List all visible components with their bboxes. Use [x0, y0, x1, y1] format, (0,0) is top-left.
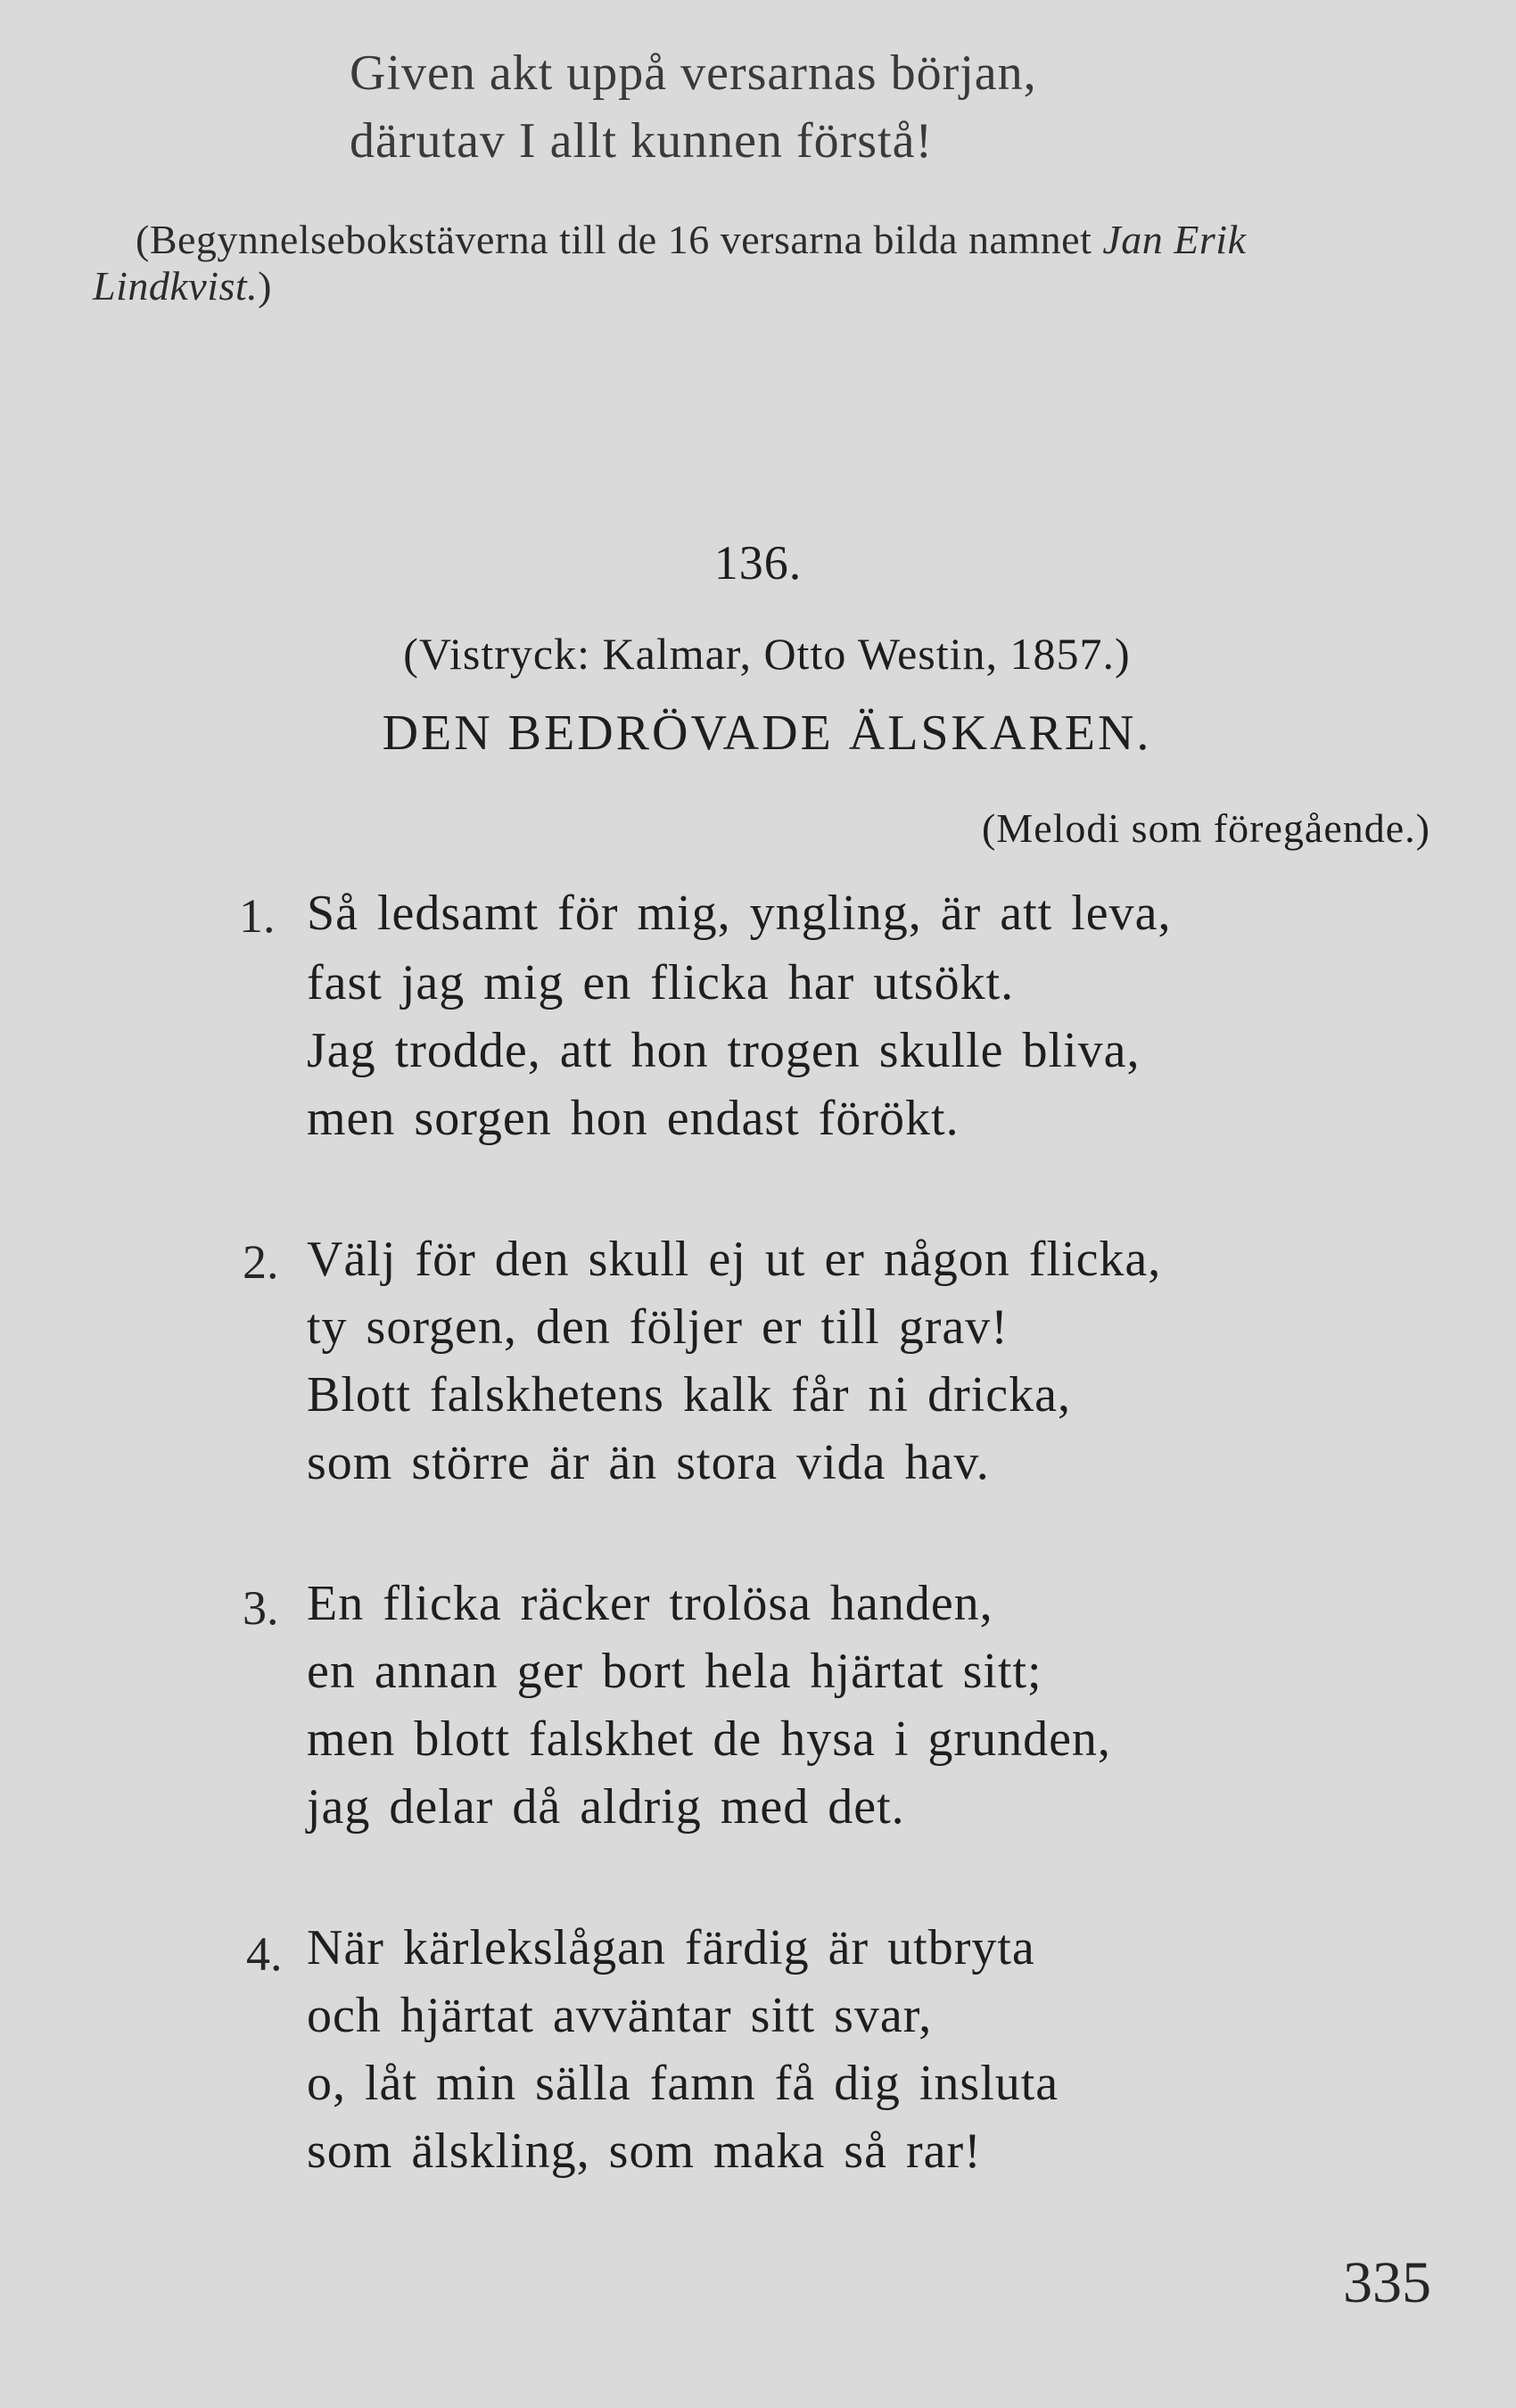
- intro-line-1: Given akt uppå versarnas början,: [350, 45, 1037, 101]
- verse-line: fast jag mig en flicka har utsökt.: [307, 955, 1015, 1010]
- acrostic-note-name-first: Jan Erik: [1102, 217, 1247, 262]
- melody-note: (Melodi som föregående.): [981, 805, 1430, 851]
- acrostic-note-text: (Begynnelsebokstäverna till de 16 versarna bilda namnet: [136, 217, 1092, 262]
- verse-line: Så ledsamt för mig, yngling, är att leva,: [307, 886, 1172, 941]
- verse-line: När kärlekslågan färdig är utbryta: [307, 1920, 1035, 1975]
- verse-line: men blott falskhet de hysa i grunden,: [307, 1711, 1111, 1767]
- acrostic-note-close: ): [258, 263, 272, 309]
- acrostic-note-line-2: [93, 262, 272, 309]
- verse-line: som älskling, som maka så rar!: [307, 2123, 982, 2179]
- verse-line: Välj för den skull ej ut er någon flicka,: [307, 1232, 1162, 1287]
- verse-line: jag delar då aldrig med det.: [307, 1779, 905, 1835]
- acrostic-note-name-last: Lindkvist.: [93, 263, 259, 309]
- verse-line: ty sorgen, den följer er till grav!: [307, 1299, 1009, 1355]
- song-source: (Vistryck: Kalmar, Otto Westin, 1857.): [403, 629, 1131, 679]
- verse-line: en annan ger bort hela hjärtat sitt;: [307, 1644, 1042, 1699]
- intro-line-2: därutav I allt kunnen förstå!: [350, 113, 934, 169]
- song-title: DEN BEDRÖVADE ÄLSKAREN.: [382, 705, 1152, 761]
- verse-line: som större är än stora vida hav.: [307, 1435, 990, 1490]
- acrostic-note-line-1: [136, 216, 1247, 263]
- stanza-number: 4.: [246, 1927, 283, 1981]
- verse-line: Jag trodde, att hon trogen skulle bliva,: [307, 1023, 1141, 1078]
- verse-line: o, låt min sälla famn få dig insluta: [307, 2056, 1059, 2111]
- stanza-number: 1.: [239, 889, 276, 943]
- song-number: 136.: [713, 536, 803, 590]
- verse-line: Blott falskhetens kalk får ni dricka,: [307, 1367, 1071, 1423]
- verse-line: En flicka räcker trolösa handen,: [307, 1576, 993, 1631]
- verse-line: och hjärtat avväntar sitt svar,: [307, 1988, 933, 2043]
- verse-line: men sorgen hon endast förökt.: [307, 1091, 960, 1146]
- page-number: 335: [1343, 2250, 1431, 2315]
- stanza-number: 2.: [243, 1235, 279, 1289]
- stanza-number: 3.: [243, 1581, 279, 1635]
